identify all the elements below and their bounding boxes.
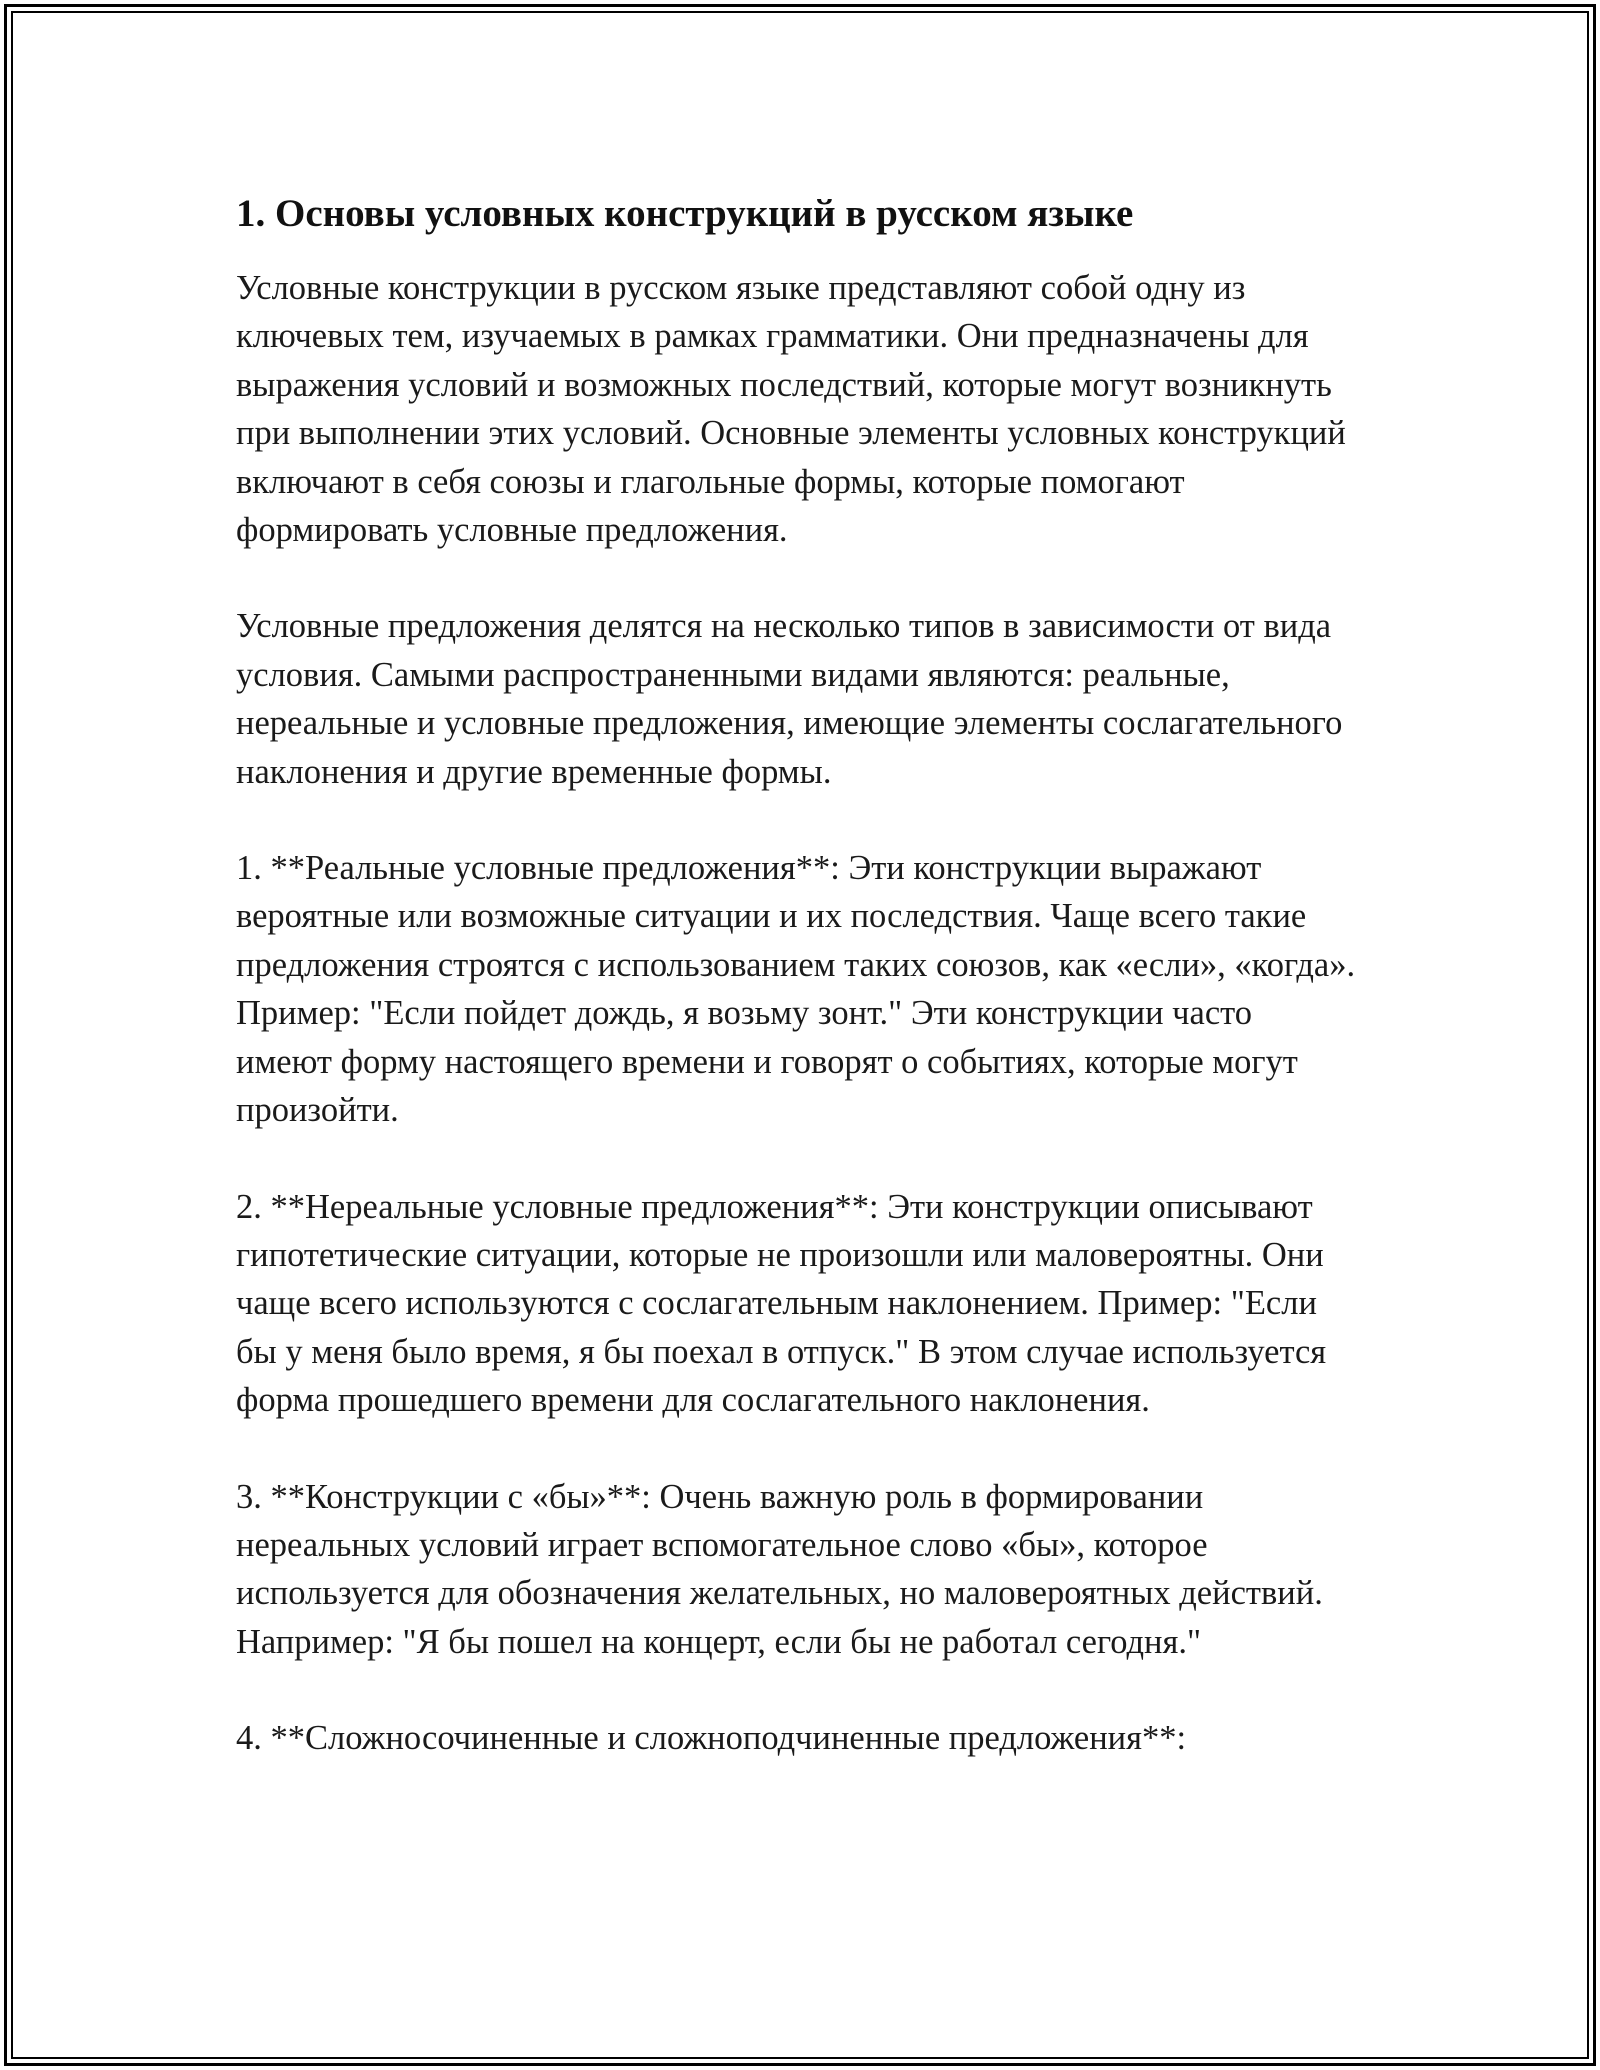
paragraph-by-constructions: 3. **Конструкции с «бы»**: Очень важную роль в формировании нереальных условий играет вспомогательное слово «бы», которое используется для обозначения желательных, но маловероятных действий. Например: "Я бы пошел на концерт, если бы не работал сегодня."	[236, 1477, 1323, 1661]
paragraph-unreal-conditionals: 2. **Нереальные условные предложения**: Эти конструкции описывают гипотетические ситуации, которые не произошли или маловероятны. Они чаще всего используются с сослагательным наклонением. Пример: "Если бы у меня было время, я бы поехал в отпуск." В этом случае используется форма прошедшего времени для сослагательного наклонения.	[236, 1187, 1327, 1420]
paragraph-complex-sentences: 4. **Сложносочиненные и сложноподчиненные предложения**:	[236, 1719, 1187, 1758]
paragraph-types: Условные предложения делятся на несколько типов в зависимости от вида условия. Самыми распространенными видами являются: реальные, нереальные и условные предложения, имеющие элементы сослагательного наклонения и другие временные формы.	[236, 607, 1343, 791]
section-heading: 1. Основы условных конструкций в русском языке	[236, 192, 1134, 235]
paragraph-intro: Условные конструкции в русском языке представляют собой одну из ключевых тем, изучаемых в рамках грамматики. Они предназначены для выражения условий и возможных последствий, которые могут возникнуть при выполнении этих условий. Основные элементы условных конструкций включают в себя союзы и глагольные формы, которые помогают формировать условные предложения.	[236, 269, 1346, 550]
paragraph-real-conditionals: 1. **Реальные условные предложения**: Эти конструкции выражают вероятные или возможные ситуации и их последствия. Чаще всего такие предложения строятся с использованием таких союзов, как «если», «когда». Пример: "Если пойдет дождь, я возьму зонт." Эти конструкции часто имеют форму настоящего времени и говорят о событиях, которые могут произойти.	[236, 849, 1356, 1130]
document-page	[236, 186, 1356, 1763]
